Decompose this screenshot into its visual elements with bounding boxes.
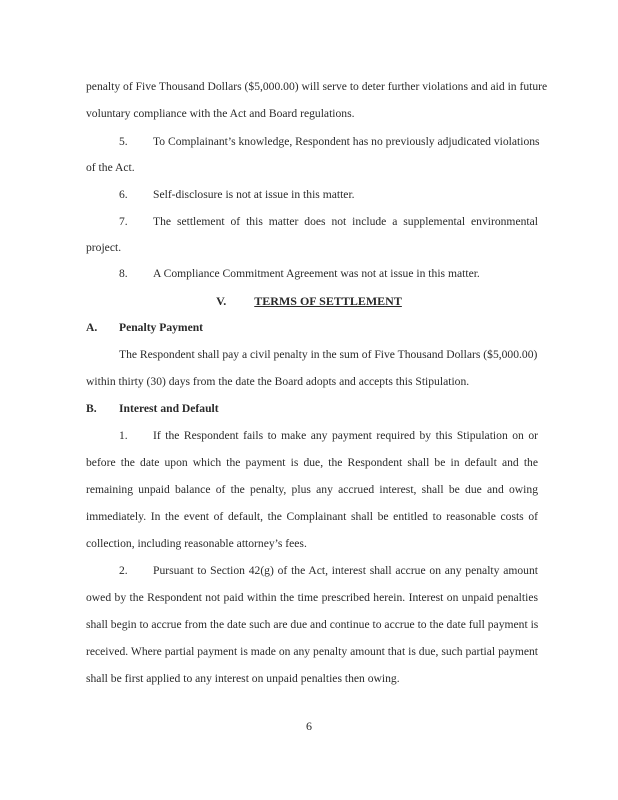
subsection-title: Interest and Default	[119, 402, 219, 415]
paragraph-line: If the Respondent fails to make any payment required by this Stipulation on or	[153, 429, 538, 442]
paragraph-line: received. Where partial payment is made on any penalty amount that is due, such partial payment	[86, 645, 538, 658]
subsection-heading	[86, 402, 219, 415]
page-number: 6	[306, 719, 312, 733]
paragraph-line: immediately. In the event of default, the Complainant shall be entitled to reasonable costs of	[86, 510, 538, 523]
paragraph-line: remaining unpaid balance of the penalty, plus any accrued interest, shall be due and owing	[86, 483, 538, 496]
paragraph-line: before the date upon which the payment is due, the Respondent shall be in default and the	[86, 456, 538, 469]
paragraph-line: shall begin to accrue from the date such are due and continue to accrue to the date full payment is	[86, 618, 539, 631]
item-number: 5.	[119, 135, 128, 148]
paragraph-line: penalty of Five Thousand Dollars ($5,000.00) will serve to deter further violations and aid in future	[86, 80, 548, 93]
paragraph-line: A Compliance Commitment Agreement was not at issue in this matter.	[153, 267, 480, 280]
item-number: 1.	[119, 429, 128, 442]
item-number: 7.	[119, 215, 128, 228]
subsection-title: Penalty Payment	[119, 321, 204, 334]
paragraph-line: Self-disclosure is not at issue in this matter.	[153, 188, 355, 201]
paragraph-line: of the Act.	[86, 161, 135, 174]
item-number: 2.	[119, 564, 128, 577]
item-number: 8.	[119, 267, 128, 280]
section-heading	[0, 294, 618, 309]
paragraph-line: shall be first applied to any interest on unpaid penalties then owing.	[86, 672, 400, 685]
paragraph-line: voluntary compliance with the Act and Board regulations.	[86, 107, 355, 120]
paragraph-line: Pursuant to Section 42(g) of the Act, interest shall accrue on any penalty amount	[153, 564, 538, 577]
section-title: TERMS OF SETTLEMENT	[254, 294, 402, 308]
paragraph-line: owed by the Respondent not paid within the time prescribed herein. Interest on unpaid penalties	[86, 591, 538, 604]
section-number: V.	[216, 294, 227, 308]
paragraph-line: collection, including reasonable attorney’s fees.	[86, 537, 307, 550]
subsection-label: A.	[86, 321, 98, 334]
paragraph-line: within thirty (30) days from the date the Board adopts and accepts this Stipulation.	[86, 375, 470, 388]
paragraph-line: The settlement of this matter does not include a supplemental environmental	[153, 215, 538, 228]
paragraph-line: project.	[86, 241, 122, 254]
subsection-label: B.	[86, 402, 97, 415]
item-number: 6.	[119, 188, 128, 201]
paragraph-line: The Respondent shall pay a civil penalty in the sum of Five Thousand Dollars ($5,000.00)	[119, 348, 538, 361]
subsection-heading	[86, 321, 203, 334]
paragraph-line: To Complainant’s knowledge, Respondent has no previously adjudicated violations	[153, 135, 540, 148]
